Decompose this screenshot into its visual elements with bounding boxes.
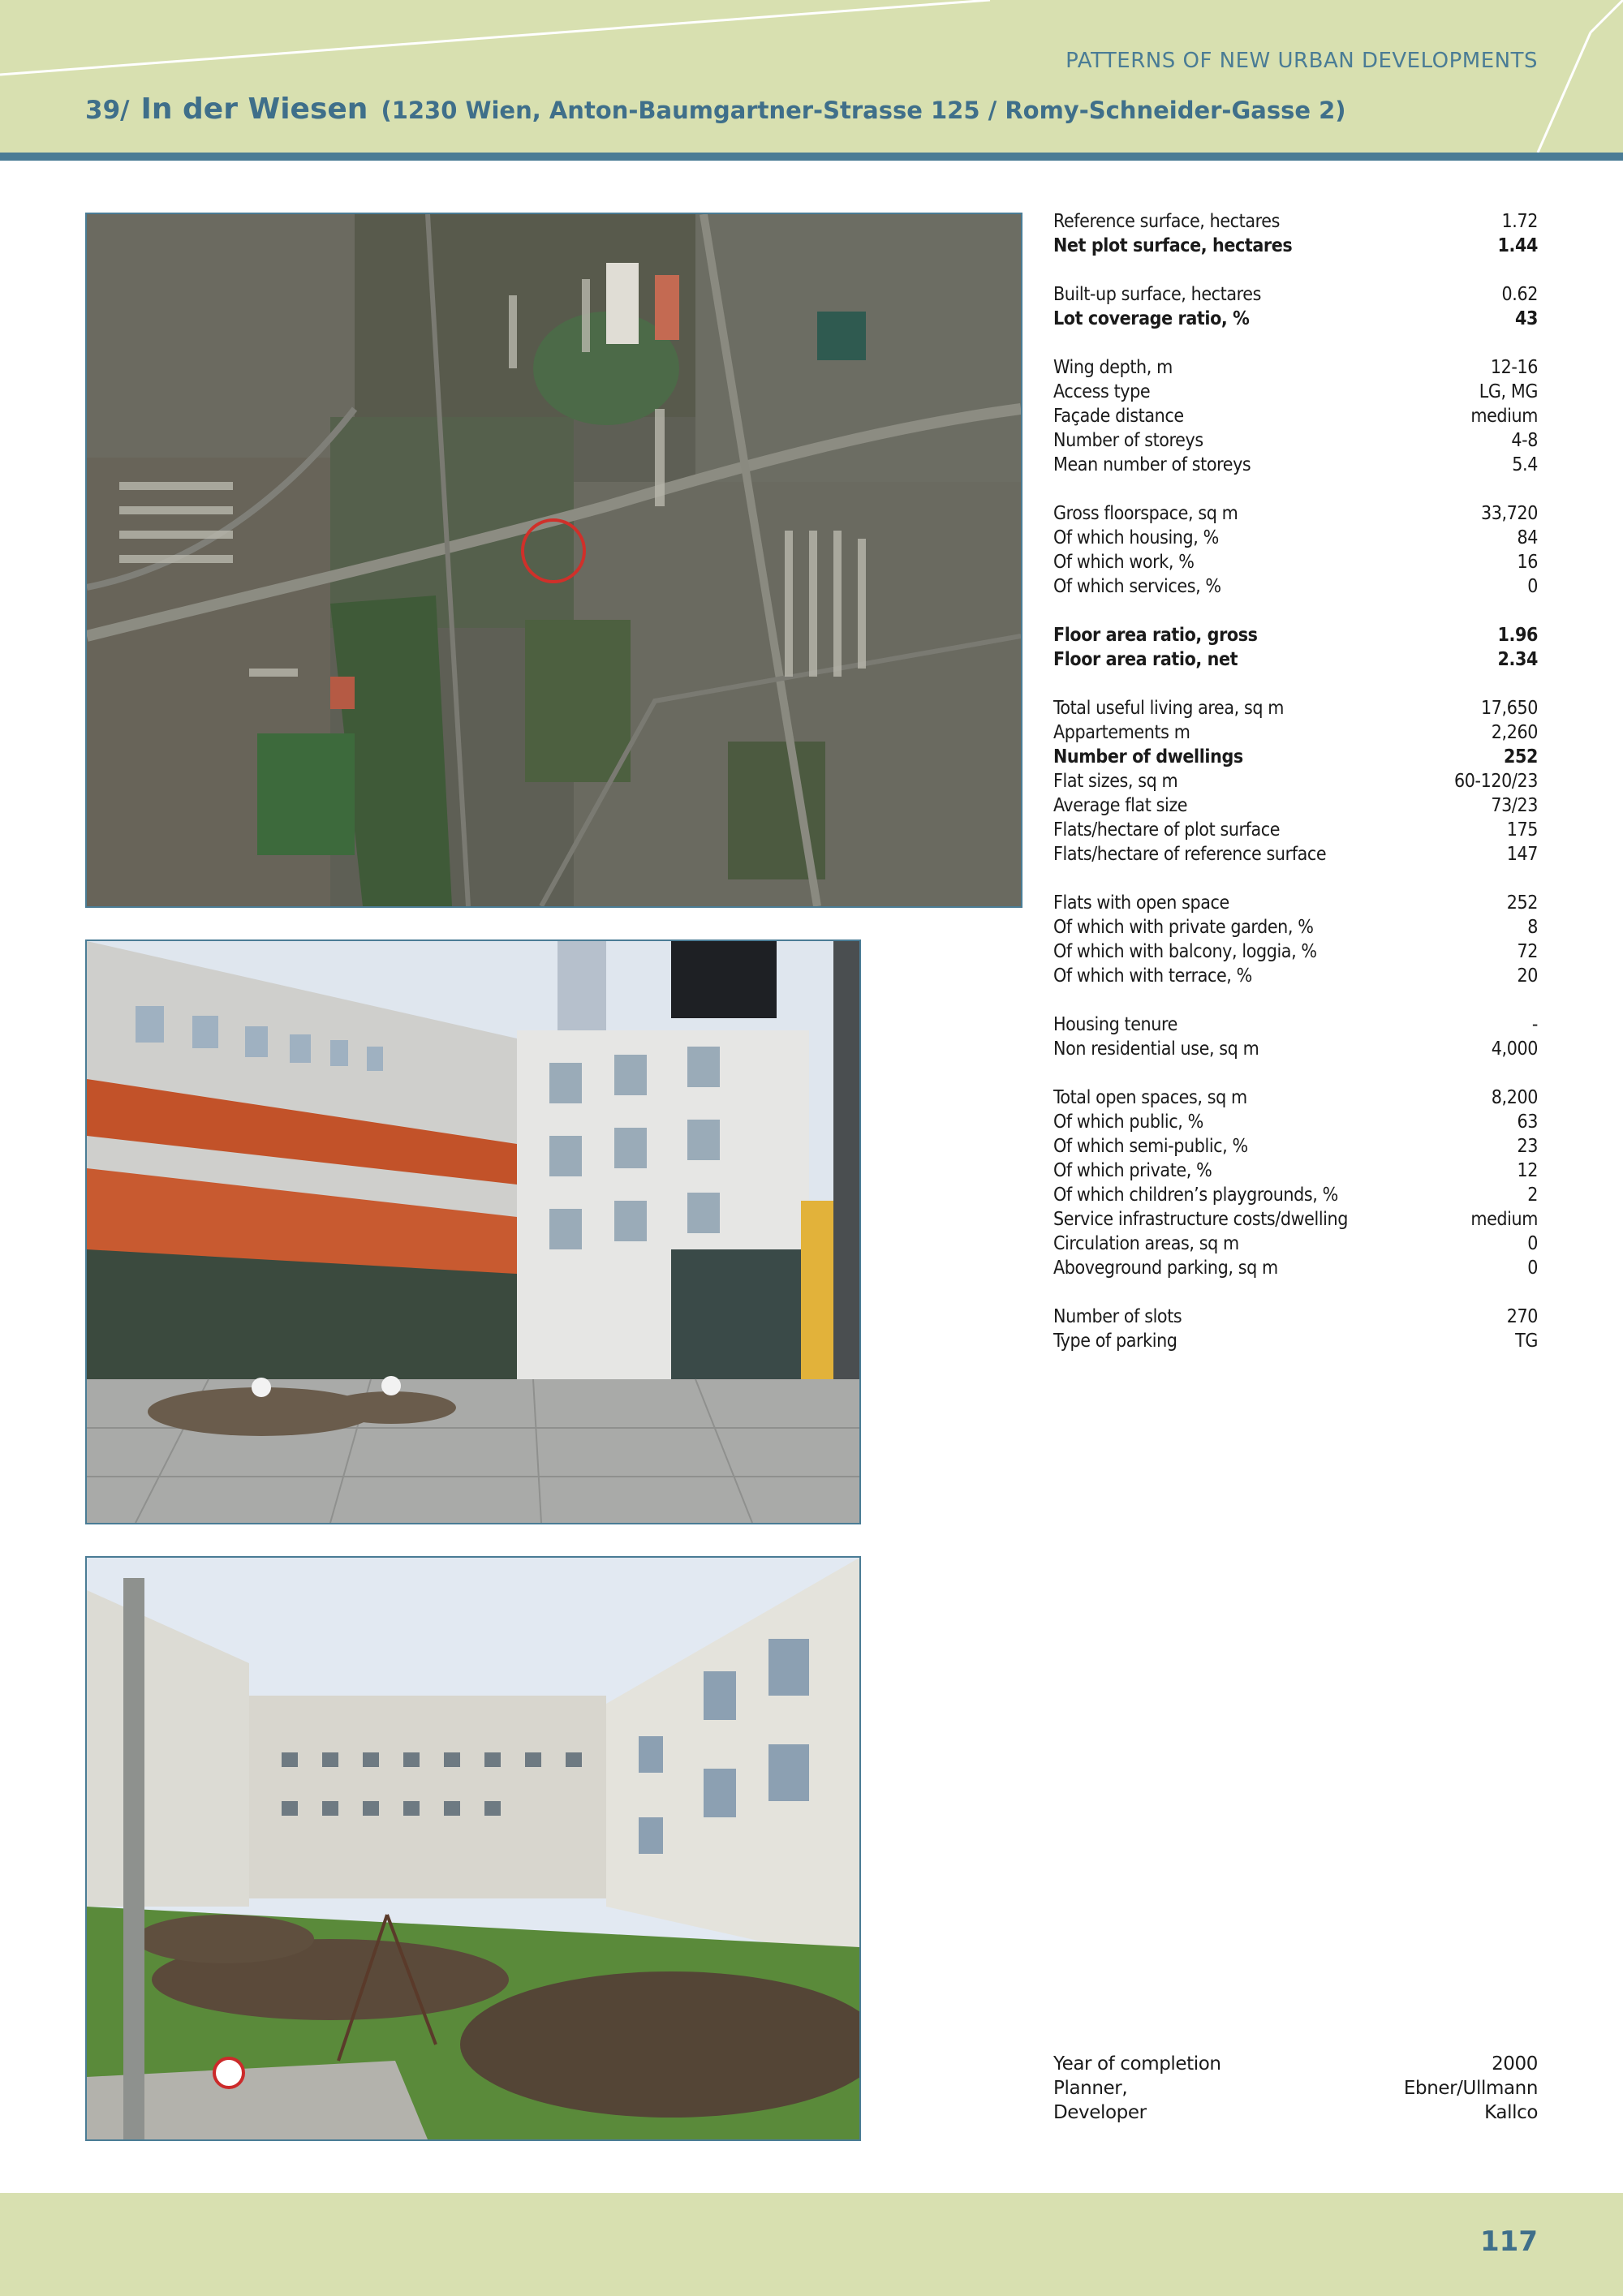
stat-row [1053, 453, 1538, 477]
stat-label: Total useful living area, sq m [1053, 698, 1285, 719]
stat-label: Year of completion [1053, 2053, 1221, 2075]
stat-row [1053, 282, 1538, 307]
stat-label: Appartements m [1053, 722, 1190, 743]
stat-label: Reference surface, hectares [1053, 211, 1280, 232]
stat-value: 43 [1515, 308, 1538, 329]
stat-label: Housing tenure [1053, 1014, 1177, 1035]
stat-row [1053, 939, 1538, 964]
stat-value: 72 [1517, 941, 1538, 962]
stat-row [1053, 1134, 1538, 1159]
stat-value: 252 [1504, 746, 1538, 767]
stat-label: Façade distance [1053, 406, 1184, 427]
project-number: 39/ [85, 96, 130, 125]
courtyard-photo-1 [85, 939, 861, 1524]
stat-value: 4,000 [1491, 1038, 1538, 1060]
stat-value: 0.62 [1501, 284, 1538, 305]
stat-value: 4-8 [1511, 430, 1538, 451]
stat-label: Net plot surface, hectares [1053, 235, 1293, 256]
stat-label: Floor area ratio, gross [1053, 625, 1258, 646]
stat-row [1053, 964, 1538, 988]
row-spacer [1053, 1061, 1538, 1086]
stat-label: Of which work, % [1053, 552, 1195, 573]
stat-row [1053, 623, 1538, 647]
stat-label: Access type [1053, 381, 1151, 402]
stat-value: 147 [1506, 844, 1538, 865]
stat-row [1053, 428, 1538, 453]
row-spacer [1053, 477, 1538, 501]
stat-row [1053, 1305, 1538, 1329]
stat-value: 12 [1517, 1160, 1538, 1181]
stat-label: Of which with private garden, % [1053, 917, 1314, 938]
stat-value: 0 [1527, 1258, 1538, 1279]
stat-value: LG, MG [1479, 381, 1538, 402]
stat-value: 8 [1527, 917, 1538, 938]
stat-label: Service infrastructure costs/dwelling [1053, 1209, 1348, 1230]
stat-value: Ebner/Ullmann [1403, 2078, 1538, 2099]
stat-row [1053, 1110, 1538, 1134]
stat-row [1053, 1256, 1538, 1280]
stat-label: Gross floorspace, sq m [1053, 503, 1238, 524]
stat-label: Of which services, % [1053, 576, 1221, 597]
project-statistics [1053, 209, 1538, 1353]
stat-value: 1.96 [1497, 625, 1538, 646]
stat-label: Number of dwellings [1053, 746, 1243, 767]
stat-row [1053, 234, 1538, 258]
stat-row [1053, 1037, 1538, 1061]
stat-value: medium [1470, 406, 1538, 427]
stat-value: - [1531, 1014, 1538, 1035]
stat-row [1053, 2100, 1538, 2125]
stat-value: 270 [1506, 1306, 1538, 1327]
stat-label: Floor area ratio, net [1053, 649, 1238, 670]
stat-value: 252 [1506, 892, 1538, 914]
stat-row [1053, 209, 1538, 234]
stat-label: Flats with open space [1053, 892, 1229, 914]
stat-label: Total open spaces, sq m [1053, 1087, 1247, 1108]
page-header [0, 0, 1623, 153]
stat-label: Mean number of storeys [1053, 454, 1251, 475]
row-spacer [1053, 866, 1538, 891]
stat-row [1053, 793, 1538, 818]
stat-label: Circulation areas, sq m [1053, 1233, 1239, 1254]
stat-row [1053, 1329, 1538, 1353]
stat-row [1053, 2052, 1538, 2076]
stat-value: 2,260 [1491, 722, 1538, 743]
stat-label: Of which semi-public, % [1053, 1136, 1248, 1157]
stat-label: Flats/hectare of plot surface [1053, 819, 1281, 841]
courtyard-photo-2 [85, 1556, 861, 2141]
stat-value: 175 [1506, 819, 1538, 841]
stat-row [1053, 501, 1538, 526]
project-address: (1230 Wien, Anton-Baumgartner-Strasse 125 / Romy-Schneider-Gasse 2) [381, 97, 1346, 124]
stat-label: Wing depth, m [1053, 357, 1173, 378]
stat-label: Of which housing, % [1053, 527, 1219, 548]
stat-value: 20 [1517, 965, 1538, 987]
header-rule [0, 153, 1623, 161]
stat-value: 60-120/23 [1454, 771, 1538, 792]
stat-value: 1.44 [1497, 235, 1538, 256]
stat-value: 1.72 [1501, 211, 1538, 232]
stat-label: Flats/hectare of reference surface [1053, 844, 1327, 865]
stat-value: 2 [1527, 1185, 1538, 1206]
stat-row [1053, 307, 1538, 331]
stat-row [1053, 891, 1538, 915]
stat-value: 84 [1517, 527, 1538, 548]
stat-label: Aboveground parking, sq m [1053, 1258, 1278, 1279]
stat-label: Number of slots [1053, 1306, 1182, 1327]
stat-label: Of which with balcony, loggia, % [1053, 941, 1317, 962]
stat-row [1053, 647, 1538, 672]
row-spacer [1053, 672, 1538, 696]
section-label: PATTERNS OF NEW URBAN DEVELOPMENTS [1065, 49, 1538, 73]
stat-label: Flat sizes, sq m [1053, 771, 1178, 792]
row-spacer [1053, 599, 1538, 623]
stat-row [1053, 1232, 1538, 1256]
stat-row [1053, 404, 1538, 428]
stat-value: 0 [1527, 576, 1538, 597]
stat-label: Non residential use, sq m [1053, 1038, 1259, 1060]
stat-value: 33,720 [1481, 503, 1538, 524]
stat-value: 17,650 [1481, 698, 1538, 719]
page-number: 117 [1480, 2225, 1538, 2258]
header-decoration [0, 0, 1623, 153]
stat-row [1053, 1086, 1538, 1110]
stat-row [1053, 355, 1538, 380]
stat-row [1053, 842, 1538, 866]
stat-label: Developer [1053, 2102, 1147, 2123]
stat-value: 23 [1517, 1136, 1538, 1157]
stat-row [1053, 720, 1538, 745]
stat-value: 63 [1517, 1111, 1538, 1133]
completion-info [1053, 2052, 1538, 2125]
row-spacer [1053, 258, 1538, 282]
stat-row [1053, 745, 1538, 769]
stat-value: 0 [1527, 1233, 1538, 1254]
stat-label: Number of storeys [1053, 430, 1203, 451]
row-spacer [1053, 988, 1538, 1013]
page-footer [0, 2193, 1623, 2296]
stat-label: Type of parking [1053, 1331, 1177, 1352]
stat-value: 8,200 [1491, 1087, 1538, 1108]
stat-value: medium [1470, 1209, 1538, 1230]
stat-row [1053, 696, 1538, 720]
stat-label: Of which with terrace, % [1053, 965, 1252, 987]
stat-label: Average flat size [1053, 795, 1188, 816]
stat-row [1053, 1013, 1538, 1037]
stat-value: TG [1515, 1331, 1538, 1352]
stat-value: 16 [1517, 552, 1538, 573]
stat-value: 5.4 [1512, 454, 1538, 475]
stat-row [1053, 526, 1538, 550]
stat-row [1053, 550, 1538, 574]
stat-row [1053, 1183, 1538, 1207]
stat-label: Planner, [1053, 2078, 1128, 2099]
stat-row [1053, 574, 1538, 599]
stat-label: Built-up surface, hectares [1053, 284, 1261, 305]
stat-row [1053, 2076, 1538, 2100]
row-spacer [1053, 331, 1538, 355]
stat-label: Of which private, % [1053, 1160, 1212, 1181]
stat-row [1053, 380, 1538, 404]
stat-row [1053, 1207, 1538, 1232]
stat-value: 73/23 [1491, 795, 1538, 816]
stat-value: 12-16 [1490, 357, 1538, 378]
stat-label: Of which children’s playgrounds, % [1053, 1185, 1338, 1206]
stat-value: 2000 [1492, 2053, 1538, 2075]
aerial-photo [85, 213, 1022, 908]
stat-label: Lot coverage ratio, % [1053, 308, 1250, 329]
project-name: In der Wiesen [140, 92, 368, 126]
stat-label: Of which public, % [1053, 1111, 1203, 1133]
stat-row [1053, 915, 1538, 939]
stat-row [1053, 769, 1538, 793]
stat-row [1053, 1159, 1538, 1183]
stat-value: Kallco [1484, 2102, 1538, 2123]
row-spacer [1053, 1280, 1538, 1305]
stat-value: 2.34 [1497, 649, 1538, 670]
page-title [85, 92, 1346, 126]
stat-row [1053, 818, 1538, 842]
